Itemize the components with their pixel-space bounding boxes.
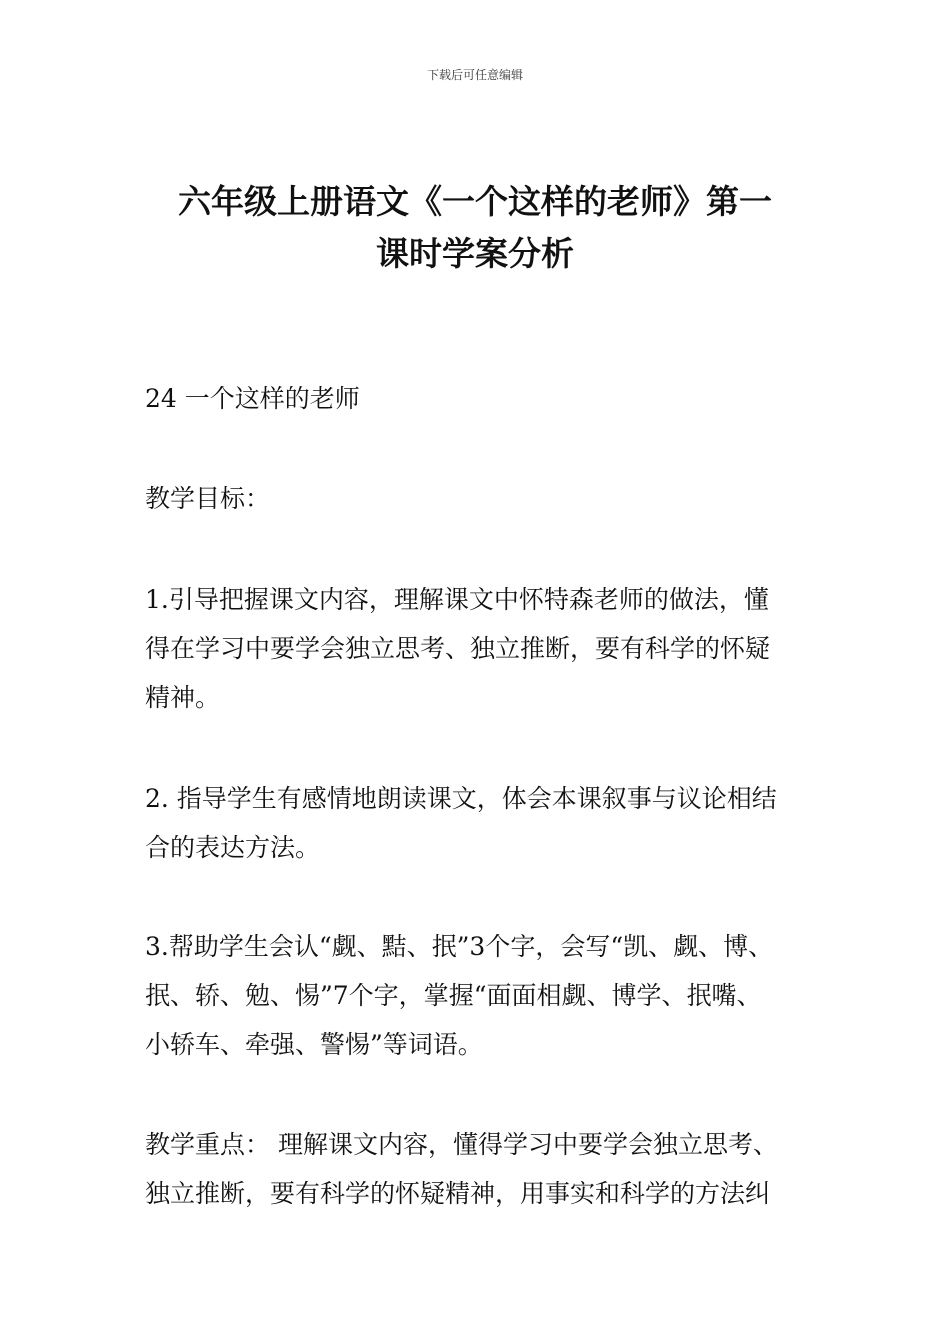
paragraph-line: 1.引导把握课文内容，理解课文中怀特森老师的做法，懂	[145, 585, 769, 614]
paragraph-line: 合的表达方法。	[145, 833, 321, 862]
key-points-paragraph	[145, 1120, 835, 1218]
objectives-label: 教学目标：	[145, 484, 271, 513]
title-line-1: 六年级上册语文《一个这样的老师》第一	[178, 182, 772, 221]
title-line-2: 课时学案分析	[376, 234, 574, 273]
paragraph-line: 得在学习中要学会独立思考、独立推断，要有科学的怀疑	[145, 634, 771, 663]
objective-2-paragraph	[145, 774, 835, 872]
paragraph-line: 2. 指导学生有感情地朗读课文，体会本课叙事与议论相结	[145, 784, 777, 813]
paragraph-line: 独立推断，要有科学的怀疑精神，用事实和科学的方法纠	[145, 1179, 771, 1208]
paragraph-line: 3.帮助学生会认“觑、黠、抿”3个字，会写“凯、觑、博、	[145, 932, 774, 961]
document-title	[140, 176, 810, 280]
paragraph-line: 小轿车、牵强、警惕”等词语。	[145, 1030, 483, 1059]
paragraph-line: 抿、轿、勉、惕”7个字，掌握“面面相觑、博学、抿嘴、	[145, 981, 762, 1010]
objective-1-paragraph	[145, 575, 835, 722]
paragraph-line: 教学重点： 理解课文内容，懂得学习中要学会独立思考、	[145, 1130, 778, 1159]
lesson-heading: 24 一个这样的老师	[145, 384, 360, 413]
objective-3-paragraph	[145, 922, 835, 1069]
paragraph-line: 精神。	[145, 683, 221, 712]
header-note: 下载后可任意编辑	[426, 68, 523, 82]
